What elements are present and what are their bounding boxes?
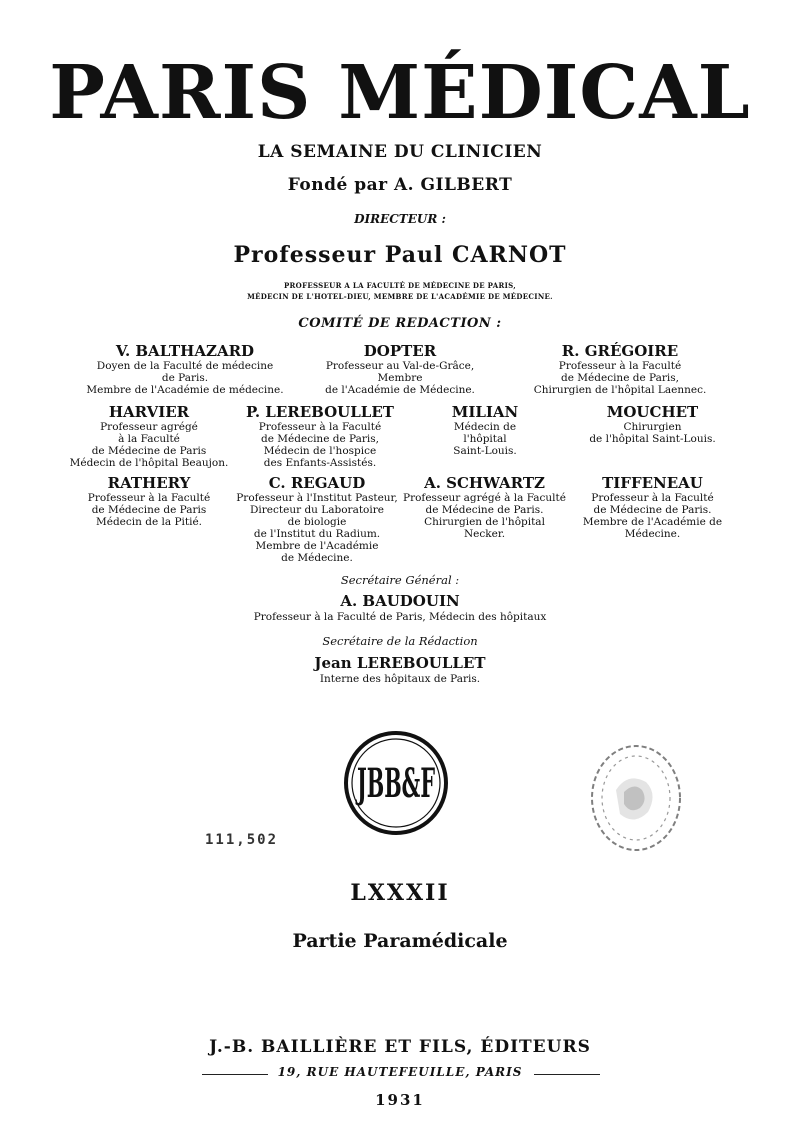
member-name: TIFFENEAU [602,474,703,492]
address-rule-right [534,1074,600,1075]
committee-member [520,342,720,396]
member-desc-line: de Médecine de Paris, [261,433,379,445]
member-desc-line: Professeur au Val-de-Grâce, [325,360,475,372]
member-desc-line: de l'Institut du Radium. [253,528,381,540]
director-label: DIRECTEUR : [354,212,446,226]
member-desc-line: de Médecine de Paris. [593,504,712,516]
committee-member [402,474,567,540]
member-name: HARVIER [108,403,190,421]
emblem-monogram: JBB&F [355,760,435,807]
committee-member [235,403,405,469]
member-desc-line: Saint-Louis. [453,445,517,457]
volume-part: Partie Paramédicale [292,930,508,952]
member-name: V. BALTHAZARD [115,342,255,360]
member-desc-line: à la Faculté [118,433,180,445]
member-desc-line: de Médecine de Paris. [425,504,544,516]
member-desc-line: des Enfants-Assistés. [263,457,377,469]
member-desc-line: Professeur agrégé à la Faculté [403,492,566,504]
director-name: Professeur Paul CARNOT [233,242,567,268]
member-desc-line: de Médecine de Paris [91,504,207,516]
member-desc-line: Chirurgien [623,421,682,433]
journal-subtitle: LA SEMAINE DU CLINICIEN [257,142,543,162]
committee-member [300,342,500,396]
member-desc-line: de Médecine de Paris, [561,372,679,384]
member-desc-line: Membre de l'Académie de médecine. [86,384,284,396]
member-desc-line: Médecin de l'hôpital Beaujon. [69,457,229,469]
member-name: C. REGAUD [268,474,366,492]
member-desc-line: l'hôpital [463,433,507,445]
publisher-monogram-emblem [343,730,449,840]
journal-title: PARIS MÉDICAL [49,50,751,136]
member-name: MOUCHET [606,403,699,421]
member-desc-line: Membre de l'Académie de [582,516,723,528]
member-desc-line: Membre [377,372,423,384]
redaction-secretary-name: Jean LEREBOULLET [314,654,486,672]
library-shelfmark: 111,502 [205,832,279,848]
publisher-address: 19, RUE HAUTEFEUILLE, PARIS [277,1065,523,1079]
member-desc-line: Médecin de la Pitié. [95,516,203,528]
member-desc-line: Professeur à l'Institut Pasteur, [236,492,398,504]
member-desc-line: Membre de l'Académie [255,540,379,552]
committee-member [64,403,234,469]
director-credentials-line: PROFESSEUR A LA FACULTÉ DE MÉDECINE DE PARIS, [283,281,516,290]
member-desc-line: de biologie [287,516,347,528]
member-desc-line: de Médecine. [281,552,353,564]
member-desc-line: de Médecine de Paris [91,445,207,457]
member-desc-line: de Paris. [161,372,209,384]
member-desc-line: Directeur du Laboratoire [250,504,384,516]
member-desc-line: Professeur à la Faculté [558,360,682,372]
member-name: DOPTER [363,342,437,360]
member-name: P. LEREBOULLET [246,403,394,421]
member-desc-line: Doyen de la Faculté de médecine [96,360,274,372]
redaction-secretary-label: Secrétaire de la Rédaction [322,634,478,648]
publication-year: 1931 [375,1091,425,1109]
member-desc-line: Médecin de [453,421,517,433]
member-desc-line: Professeur agrégé [100,421,198,433]
member-desc-line: Necker. [463,528,506,540]
member-desc-line: Médecin de l'hospice [263,445,377,457]
member-desc-line: Professeur à la Faculté [591,492,714,504]
director-credentials-line: MÉDECIN DE L'HOTEL-DIEU, MEMBRE DE L'ACADÉMIE DE MÉDECINE. [247,292,553,301]
member-desc-line: de l'Académie de Médecine. [325,384,475,396]
member-desc-line: Médecine. [624,528,681,540]
committee-member [64,474,234,528]
member-desc-line: Chirurgien de l'hôpital [424,516,545,528]
committee-member [570,403,735,445]
member-name: R. GRÉGOIRE [561,342,679,360]
committee-member [570,474,735,540]
member-name: RATHERY [107,474,191,492]
member-desc-line: Professeur à la Faculté [258,421,382,433]
general-secretary-label: Secrétaire Général : [340,573,460,587]
founder-line: Fondé par A. GILBERT [287,175,513,195]
committee-label: COMITÉ DE REDACTION : [298,316,502,331]
committee-member [232,474,402,564]
committee-member [80,342,290,396]
general-secretary-desc: Professeur à la Faculté de Paris, Médecin des hôpitaux [253,611,547,623]
member-desc-line: Chirurgien de l'hôpital Laennec. [533,384,707,396]
volume-number: LXXXII [350,880,450,906]
general-secretary-name: A. BAUDOUIN [340,592,460,610]
member-desc-line: de l'hôpital Saint-Louis. [589,433,716,445]
library-ink-stamp [588,742,684,858]
member-desc-line: Professeur à la Faculté [87,492,211,504]
member-name: A. SCHWARTZ [424,474,545,492]
member-name: MILIAN [451,403,519,421]
publisher-name: J.-B. BAILLIÈRE ET FILS, ÉDITEURS [209,1037,591,1057]
committee-member [420,403,550,457]
redaction-secretary-desc: Interne des hôpitaux de Paris. [319,673,481,685]
